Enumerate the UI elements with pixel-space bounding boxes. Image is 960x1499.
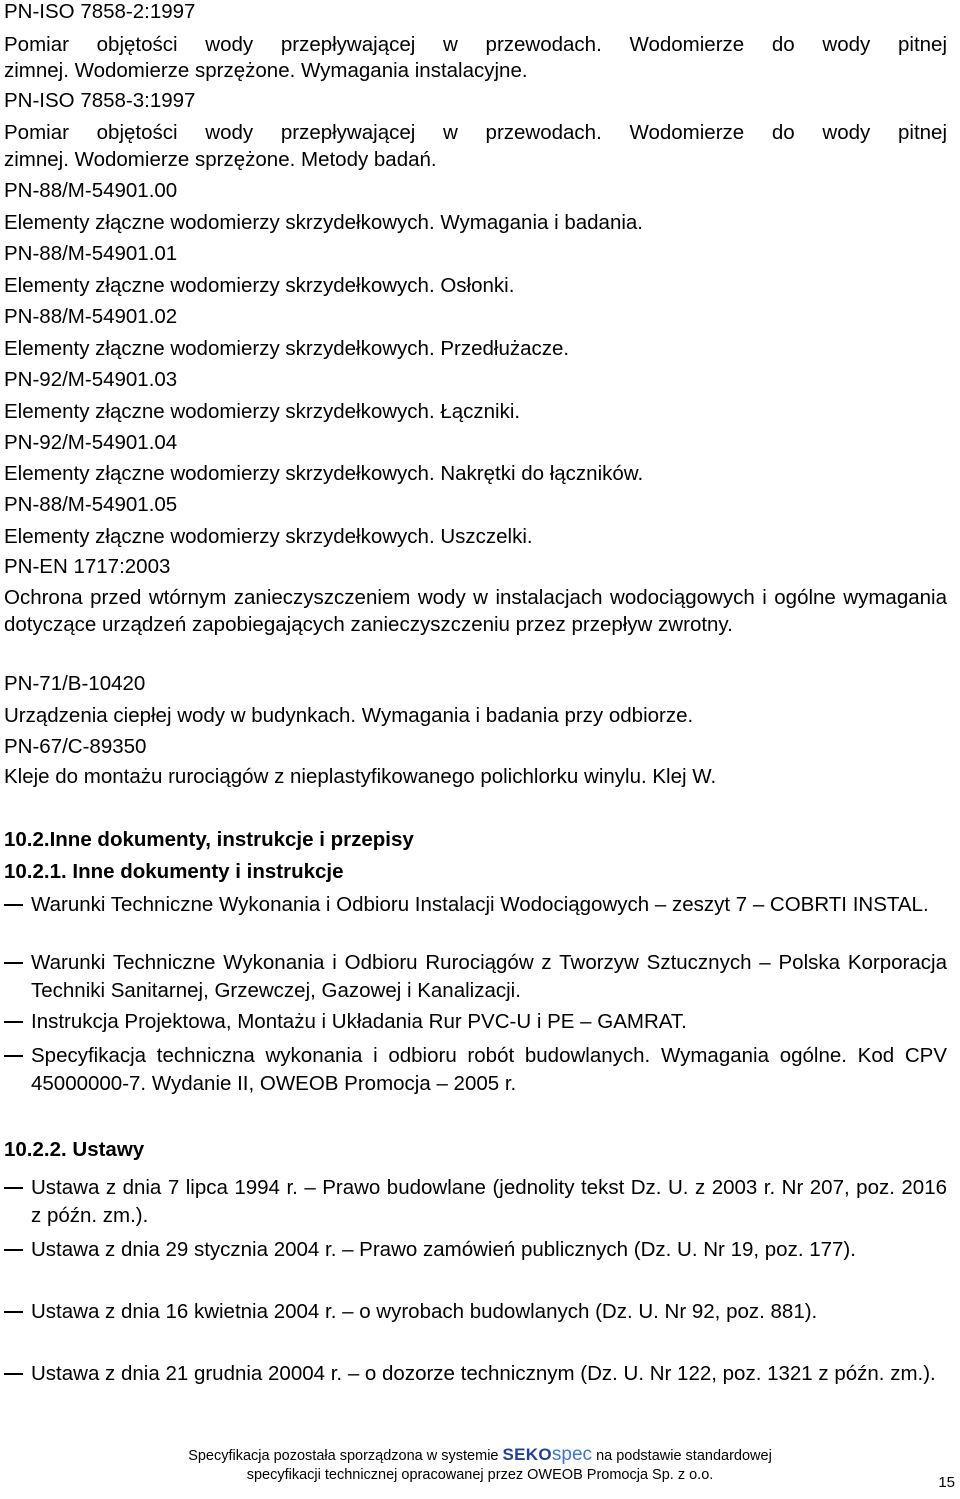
list-item-text: Ustawa z dnia 7 lipca 1994 r. – Prawo budowlane (jednolity tekst Dz. U. z 2003 r. Nr 207, poz. 2016 z późn. zm.). (31, 1176, 947, 1227)
page-number: 15 (938, 1474, 955, 1491)
section-heading: 10.2.Inne dokumenty, instrukcje i przepisy (4, 828, 414, 851)
list-item-text: Ustawa z dnia 21 grudnia 20004 r. – o dozorze technicznym (Dz. U. Nr 122, poz. 1321 z późn. zm.). (31, 1362, 936, 1385)
standard-description: Elementy złączne wodomierzy skrzydełkowych. Uszczelki. (4, 525, 533, 548)
standard-description: zimnej. Wodomierze sprzężone. Wymagania instalacyjne. (4, 59, 528, 82)
standard-description: Elementy złączne wodomierzy skrzydełkowych. Przedłużacze. (4, 337, 570, 360)
footer-line (0, 1445, 960, 1466)
footer-text: na podstawie standardowej (592, 1448, 772, 1464)
standard-code: PN-67/C-89350 (4, 735, 147, 758)
standard-description: Pomiar objętości wody przepływającej w przewodach. Wodomierze do wody pitnej (4, 33, 947, 56)
list-item-text: Instrukcja Projektowa, Montażu i Układania Rur PVC-U i PE – GAMRAT. (31, 1010, 687, 1033)
standard-description: Ochrona przed wtórnym zanieczyszczeniem wody w instalacjach wodociągowych i ogólne wymagania dotyczące urządzeń zapobiegających zanieczyszczeniu przez przepływ zwrotny. (4, 586, 947, 636)
sekospec-logo-suffix: spec (551, 1444, 593, 1465)
standard-code: PN-EN 1717:2003 (4, 555, 171, 578)
standard-description: Elementy złączne wodomierzy skrzydełkowych. Osłonki. (4, 274, 515, 297)
standard-description: Urządzenia ciepłej wody w budynkach. Wymagania i badania przy odbiorze. (4, 704, 694, 727)
standard-code: PN-92/M-54901.04 (4, 431, 178, 454)
standard-code: PN-92/M-54901.03 (4, 368, 178, 391)
subsection-heading: 10.2.1. Inne dokumenty i instrukcje (4, 860, 344, 883)
standard-code: PN-88/M-54901.01 (4, 242, 178, 265)
list-item-text: Warunki Techniczne Wykonania i Odbioru Rurociągów z Tworzyw Sztucznych – Polska Korporacja Techniki Sanitarnej, Grzewczej, Gazowej i Kanalizacji. (31, 951, 947, 1002)
standard-code: PN-71/B-10420 (4, 672, 146, 695)
standard-description: zimnej. Wodomierze sprzężone. Metody badań. (4, 148, 437, 171)
standard-description: Pomiar objętości wody przepływającej w przewodach. Wodomierze do wody pitnej (4, 121, 947, 144)
standard-code: PN-88/M-54901.05 (4, 493, 178, 516)
standard-description: Elementy złączne wodomierzy skrzydełkowych. Nakrętki do łączników. (4, 462, 644, 485)
standard-code: PN-88/M-54901.00 (4, 179, 178, 202)
standard-code: PN-ISO 7858-2:1997 (4, 0, 196, 23)
standard-description: Kleje do montażu rurociągów z nieplastyfikowanego polichlorku winylu. Klej W. (4, 765, 717, 788)
list-item-text: Specyfikacja techniczna wykonania i odbioru robót budowlanych. Wymagania ogólne. Kod CPV 45000000-7. Wydanie II, OWEOB Promocja – 2005 r. (31, 1044, 947, 1095)
standard-description: Elementy złączne wodomierzy skrzydełkowych. Wymagania i badania. (4, 211, 644, 234)
standard-code: PN-ISO 7858-3:1997 (4, 89, 196, 112)
footer-text: Specyfikacja pozostała sporządzona w systemie (188, 1448, 503, 1464)
sekospec-logo: SEKO (502, 1445, 552, 1464)
subsection-heading: 10.2.2. Ustawy (4, 1138, 145, 1161)
standard-description: Elementy złączne wodomierzy skrzydełkowych. Łączniki. (4, 400, 521, 423)
list-item-text: Ustawa z dnia 29 stycznia 2004 r. – Prawo zamówień publicznych (Dz. U. Nr 19, poz. 177). (31, 1238, 856, 1261)
list-item-text: Ustawa z dnia 16 kwietnia 2004 r. – o wyrobach budowlanych (Dz. U. Nr 92, poz. 881). (31, 1300, 818, 1323)
list-item-text: Warunki Techniczne Wykonania i Odbioru Instalacji Wodociągowych – zeszyt 7 – COBRTI INSTAL. (31, 893, 929, 916)
standard-code: PN-88/M-54901.02 (4, 305, 178, 328)
footer-line: specyfikacji technicznej opracowanej przez OWEOB Promocja Sp. z o.o. (246, 1467, 714, 1483)
